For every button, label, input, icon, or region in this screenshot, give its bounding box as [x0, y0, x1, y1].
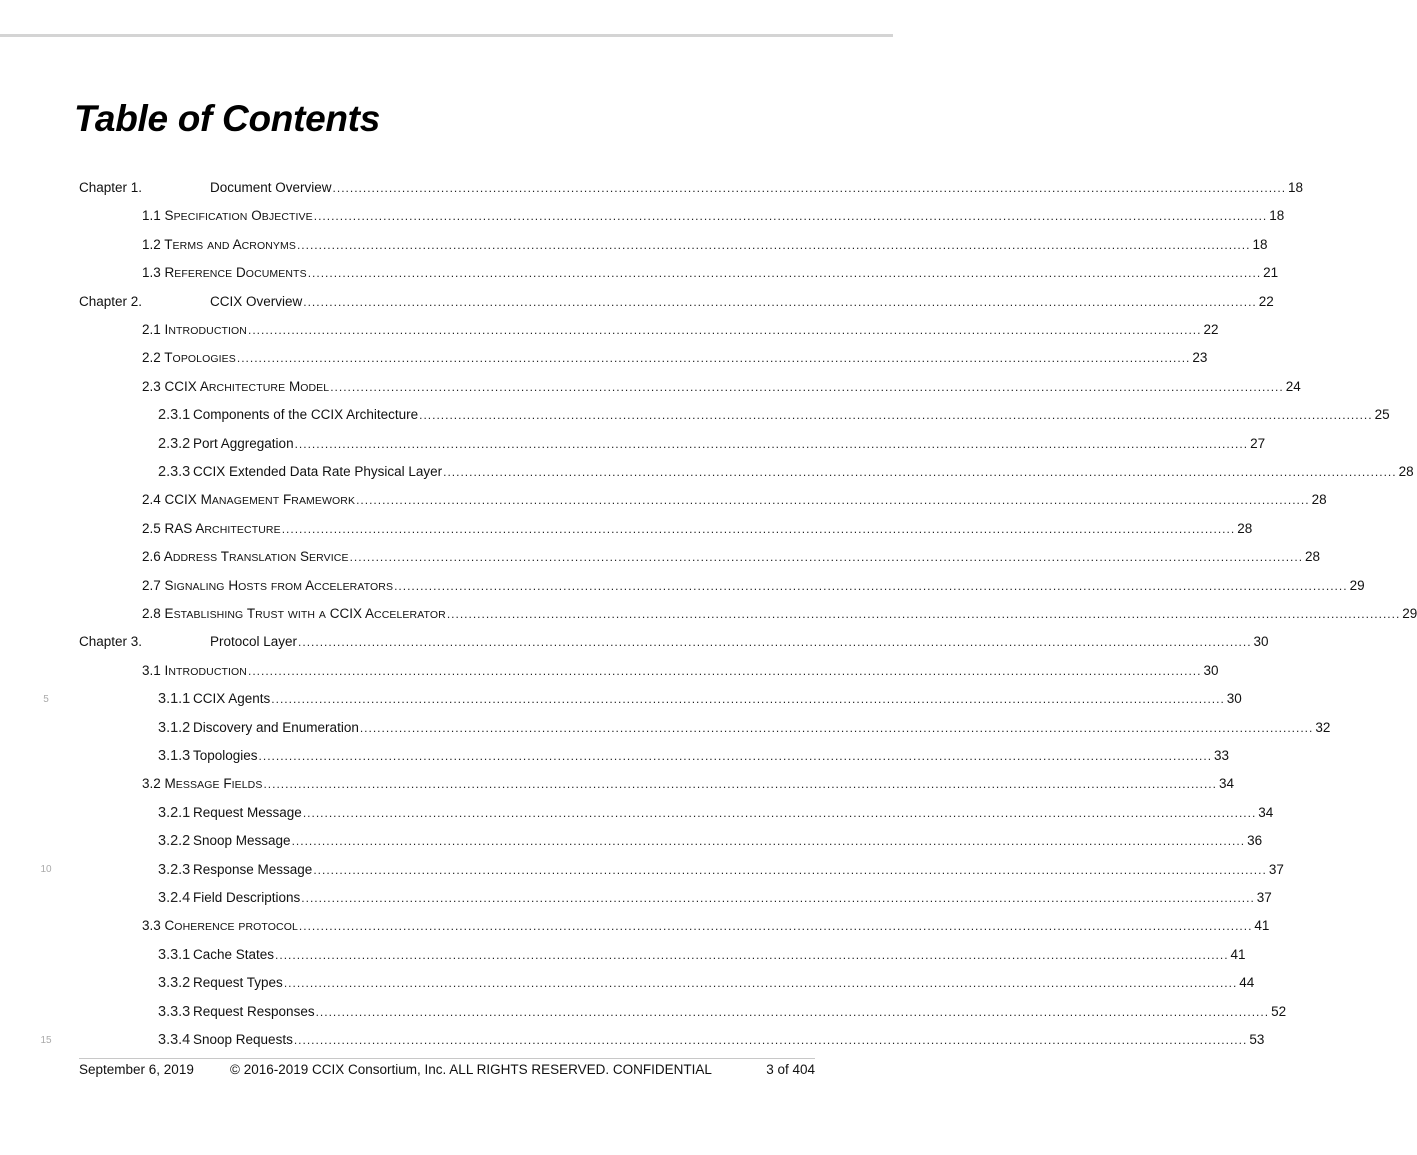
toc-page-number: 23 [1192, 350, 1208, 366]
toc-dot-leader: ............................................................................................................................................................................................................................ [248, 323, 1202, 337]
toc-page-number: 33 [1214, 748, 1230, 763]
toc-subsection-number: 3.1.1 [158, 691, 191, 708]
toc-dot-leader: ............................................................................................................................................................................................................................ [263, 777, 1217, 792]
toc-section-title: SIGNALING HOSTS FROM ACCELERATORS [164, 577, 394, 593]
toc-entry[interactable] [0, 234, 1268, 256]
toc-dot-leader: ............................................................................................................................................................................................................................ [356, 493, 1310, 508]
toc-page-number: 25 [1374, 407, 1390, 423]
toc-section-title: COHERENCE PROTOCOL [164, 918, 298, 934]
toc-section-title: MESSAGE FIELDS [164, 776, 263, 792]
footer-page-number: 3 of 404 [766, 1062, 815, 1077]
toc-entry[interactable] [0, 291, 1274, 313]
toc-subsection-number: 3.3.2 [158, 975, 191, 992]
toc-dot-leader: ............................................................................................................................................................................................................................ [236, 351, 1191, 366]
toc-entry-title [142, 319, 247, 342]
toc-dot-leader: ............................................................................................................................................................................................................................ [283, 976, 1238, 991]
toc-dot-leader: ............................................................................................................................................................................................................................ [294, 436, 1249, 451]
toc-entry-line [210, 291, 1274, 313]
toc-dot-leader: ............................................................................................................................................................................................................................ [271, 692, 1225, 707]
toc-entry-title: Port Aggregation [193, 435, 294, 451]
toc-entry[interactable] [0, 404, 1390, 426]
toc-entry[interactable] [0, 773, 1234, 795]
toc-dot-leader: ............................................................................................................................................................................................................................ [298, 635, 1252, 650]
toc-entry-title [142, 575, 393, 598]
toc-entry-line [142, 489, 1327, 511]
page-title: Table of Contents [74, 98, 380, 139]
toc-page-number: 28 [1398, 464, 1414, 479]
toc-dot-leader: ............................................................................................................................................................................................................................ [330, 379, 1284, 394]
toc-entry-line [193, 404, 1390, 426]
toc-page-number: 32 [1315, 719, 1331, 735]
toc-entry-line [193, 972, 1255, 994]
toc-dot-leader: ............................................................................................................................................................................................................................ [332, 181, 1287, 195]
toc-page-number: 18 [1288, 180, 1304, 195]
toc-dot-leader: ............................................................................................................................................................................................................................ [296, 237, 1251, 252]
toc-entry-title: CCIX Agents [193, 691, 271, 707]
toc-entry-line [142, 660, 1219, 682]
toc-section-number: 2.3 [142, 378, 161, 394]
toc-entry-line [193, 887, 1272, 909]
toc-entry[interactable] [0, 177, 1304, 199]
toc-subsection-number: 3.2.4 [158, 890, 191, 906]
toc-dot-leader: ............................................................................................................................................................................................................................ [446, 607, 1401, 621]
toc-entry-line [142, 319, 1219, 341]
toc-subsection-number: 3.3.3 [158, 1003, 191, 1020]
toc-entry[interactable] [0, 972, 1255, 994]
toc-section-number: 2.4 [142, 492, 161, 508]
toc-entry-title [142, 518, 281, 541]
toc-entry-line [193, 830, 1263, 852]
toc-page-number: 36 [1247, 833, 1263, 849]
toc-subsection-number: 3.2.2 [158, 833, 191, 850]
toc-entry-title [142, 773, 262, 796]
toc-subsection-number: 2.3.3 [158, 464, 191, 480]
toc-entry-title [142, 376, 329, 399]
toc-entry-title [142, 660, 247, 683]
toc-page-number: 30 [1203, 662, 1219, 678]
toc-page-number: 27 [1250, 435, 1266, 451]
toc-dot-leader: ............................................................................................................................................................................................................................ [303, 294, 1257, 309]
toc-dot-leader: ............................................................................................................................................................................................................................ [394, 578, 1348, 593]
toc-entry-line [193, 717, 1331, 739]
toc-section-number: 2.2 [142, 350, 161, 366]
toc-entry-title: Cache States [193, 946, 275, 962]
toc-entry-line [193, 944, 1246, 966]
toc-entry-title: Protocol Layer [210, 634, 298, 650]
toc-dot-leader: ............................................................................................................................................................................................................................ [443, 465, 1397, 479]
toc-section-number: 3.2 [142, 776, 161, 792]
toc-entry-line [142, 518, 1253, 540]
toc-chapter-number: Chapter 1. [79, 180, 143, 195]
toc-section-title: SPECIFICATION OBJECTIVE [164, 208, 313, 224]
toc-section-title: INTRODUCTION [164, 322, 247, 337]
toc-page-number: 24 [1285, 378, 1301, 394]
toc-dot-leader: ............................................................................................................................................................................................................................ [307, 266, 1262, 281]
toc-page-number: 18 [1252, 236, 1268, 252]
toc-entry-line [142, 262, 1279, 284]
toc-section-title: ESTABLISHING TRUST WITH A CCIX ACCELERATOR [164, 606, 446, 621]
toc-page-number: 21 [1263, 265, 1279, 281]
toc-subsection-number: 3.3.4 [158, 1032, 191, 1048]
toc-section-title: REFERENCE DOCUMENTS [164, 265, 307, 281]
toc-entry[interactable] [0, 489, 1327, 511]
page-footer [79, 1059, 815, 1081]
toc-chapter-number: Chapter 2. [79, 293, 143, 309]
toc-page-number: 22 [1203, 322, 1219, 337]
toc-dot-leader: ............................................................................................................................................................................................................................ [281, 521, 1236, 536]
toc-entry-line [142, 376, 1301, 398]
toc-entry-line [142, 347, 1208, 369]
toc-entry-title: Request Responses [193, 1003, 315, 1019]
toc-entry[interactable] [0, 461, 1414, 483]
toc-entry-title: Topologies [193, 748, 258, 763]
toc-entry-line [142, 603, 1417, 625]
toc-dot-leader: ............................................................................................................................................................................................................................ [298, 919, 1253, 934]
toc-dot-leader: ............................................................................................................................................................................................................................ [359, 720, 1314, 735]
toc-section-title: TOPOLOGIES [164, 350, 236, 366]
toc-section-number: 3.3 [142, 918, 161, 934]
toc-entry[interactable] [0, 376, 1301, 398]
toc-subsection-number: 2.3.2 [158, 435, 191, 452]
toc-entry-title [142, 603, 446, 626]
toc-section-number: 2.1 [142, 322, 161, 337]
toc-entry-title: Request Types [193, 975, 283, 991]
toc-section-number: 2.7 [142, 577, 161, 593]
toc-entry-line [142, 575, 1365, 597]
toc-page-number: 44 [1239, 975, 1255, 991]
toc-dot-leader: ............................................................................................................................................................................................................................ [302, 805, 1257, 820]
toc-chapter-number: Chapter 3. [79, 634, 143, 650]
toc-section-number: 2.6 [142, 549, 161, 565]
toc-dot-leader: ............................................................................................................................................................................................................................ [291, 834, 1246, 849]
toc-entry[interactable] [0, 660, 1219, 682]
toc-dot-leader: ............................................................................................................................................................................................................................ [275, 947, 1229, 962]
toc-entry-line [193, 688, 1242, 710]
toc-entry[interactable] [0, 262, 1279, 284]
toc-entry-title [142, 915, 298, 938]
toc-entry[interactable] [0, 745, 1230, 767]
toc-entry-line [193, 1029, 1265, 1051]
toc-subsection-number: 3.1.3 [158, 748, 191, 764]
toc-subsection-number: 3.2.3 [158, 861, 191, 878]
toc-page-number: 41 [1230, 946, 1246, 962]
toc-entry-title [142, 262, 307, 285]
toc-entry-line [142, 546, 1321, 568]
toc-section-title: INTRODUCTION [164, 662, 247, 678]
toc-dot-leader: ............................................................................................................................................................................................................................ [301, 891, 1255, 905]
toc-entry-title [142, 205, 313, 228]
toc-entry-title: Document Overview [210, 180, 332, 195]
toc-page-number: 34 [1258, 804, 1274, 820]
toc-page-number: 30 [1226, 691, 1242, 707]
toc-entry[interactable] [0, 575, 1365, 597]
toc-entry-line [142, 773, 1234, 795]
toc-entry-title: CCIX Extended Data Rate Physical Layer [193, 464, 443, 479]
toc-page-number: 28 [1311, 492, 1327, 508]
toc-page-number: 37 [1268, 861, 1284, 877]
toc-entry-line [193, 1001, 1287, 1023]
toc-entry[interactable] [0, 688, 1242, 710]
toc-entry-line [193, 433, 1266, 455]
toc-entry[interactable] [0, 830, 1263, 852]
toc-section-title: TERMS AND ACRONYMS [164, 236, 296, 252]
toc-entry[interactable] [0, 915, 1270, 937]
toc-entry-title: Request Message [193, 804, 302, 820]
toc-page-number: 37 [1256, 890, 1272, 905]
toc-entry-line [142, 915, 1270, 937]
toc-entry[interactable] [0, 631, 1269, 653]
toc-entry-title [142, 546, 349, 569]
toc-page-number: 29 [1349, 577, 1365, 593]
toc-entry-title: Snoop Message [193, 833, 291, 849]
toc-page-number: 30 [1253, 634, 1269, 650]
toc-entry[interactable] [0, 859, 1284, 881]
toc-entry-line [142, 205, 1285, 227]
margin-line-number: 10 [40, 864, 52, 875]
toc-section-title: CCIX MANAGEMENT FRAMEWORK [164, 492, 356, 508]
toc-page-number: 28 [1237, 520, 1253, 536]
toc-entry[interactable] [0, 518, 1253, 540]
toc-page-number: 22 [1258, 293, 1274, 309]
toc-entry-title: CCIX Overview [210, 293, 303, 309]
toc-subsection-number: 2.3.1 [158, 407, 191, 424]
toc-section-number: 1.2 [142, 236, 161, 252]
toc-entry-title [142, 234, 296, 257]
toc-entry[interactable] [0, 1001, 1287, 1023]
toc-dot-leader: ............................................................................................................................................................................................................................ [293, 1033, 1248, 1047]
toc-dot-leader: ............................................................................................................................................................................................................................ [349, 550, 1304, 565]
toc-dot-leader: ............................................................................................................................................................................................................................ [258, 749, 1213, 763]
toc-section-title: CCIX ARCHITECTURE MODEL [164, 378, 330, 394]
toc-entry[interactable] [0, 205, 1285, 227]
toc-dot-leader: ............................................................................................................................................................................................................................ [313, 209, 1268, 224]
toc-entry-title: Discovery and Enumeration [193, 719, 359, 735]
toc-entry-line [210, 631, 1269, 653]
toc-page-number: 34 [1218, 776, 1234, 792]
toc-entry[interactable] [0, 546, 1321, 568]
toc-entry[interactable] [0, 1029, 1265, 1051]
footer-date: September 6, 2019 [79, 1062, 194, 1077]
margin-line-number: 15 [40, 1035, 52, 1046]
toc-page-number: 53 [1249, 1032, 1265, 1047]
toc-entry[interactable] [0, 603, 1417, 625]
footer-copyright: © 2016-2019 CCIX Consortium, Inc. ALL RIGHTS RESERVED. CONFIDENTIAL [230, 1062, 712, 1077]
toc-entry[interactable] [0, 802, 1274, 824]
toc-entry-line [193, 859, 1284, 881]
toc-page-number: 41 [1254, 918, 1270, 934]
margin-line-number: 5 [43, 694, 49, 705]
toc-section-number: 1.3 [142, 265, 161, 281]
toc-entry-title [142, 347, 236, 370]
toc-entry[interactable] [0, 319, 1219, 341]
toc-entry[interactable] [0, 944, 1246, 966]
toc-section-number: 3.1 [142, 662, 161, 678]
toc-entry-title [142, 489, 355, 512]
toc-dot-leader: ............................................................................................................................................................................................................................ [313, 862, 1267, 877]
toc-entry-title: Field Descriptions [193, 890, 301, 905]
toc-entry-line [142, 234, 1268, 256]
toc-section-title: ADDRESS TRANSLATION SERVICE [163, 549, 349, 565]
toc-page-number: 29 [1402, 606, 1417, 621]
toc-page-number: 28 [1305, 549, 1321, 565]
toc-entry[interactable] [0, 347, 1208, 369]
toc-entry-line [193, 802, 1274, 824]
toc-entry-line [210, 177, 1304, 199]
toc-entry-line [193, 745, 1230, 767]
toc-section-title: RAS ARCHITECTURE [164, 520, 281, 536]
toc-entry[interactable] [0, 717, 1331, 739]
toc-section-number: 2.5 [142, 520, 161, 536]
toc-page-number: 52 [1271, 1003, 1287, 1019]
toc-subsection-number: 3.3.1 [158, 946, 191, 963]
toc-dot-leader: ............................................................................................................................................................................................................................ [419, 408, 1373, 423]
toc-entry-title: Components of the CCIX Architecture [193, 407, 419, 423]
toc-subsection-number: 3.1.2 [158, 719, 191, 736]
toc-section-number: 1.1 [142, 208, 161, 224]
toc-entry[interactable] [0, 433, 1266, 455]
toc-entry-title: Response Message [193, 861, 313, 877]
toc-entry-title: Snoop Requests [193, 1032, 293, 1047]
toc-entry[interactable] [0, 887, 1272, 909]
toc-entry-line [193, 461, 1414, 483]
toc-dot-leader: ............................................................................................................................................................................................................................ [248, 663, 1202, 678]
toc-section-number: 2.8 [142, 606, 161, 621]
toc-subsection-number: 3.2.1 [158, 804, 191, 821]
toc-dot-leader: ............................................................................................................................................................................................................................ [315, 1004, 1270, 1019]
page-top-rule [0, 34, 893, 37]
toc-page-number: 18 [1269, 208, 1285, 224]
